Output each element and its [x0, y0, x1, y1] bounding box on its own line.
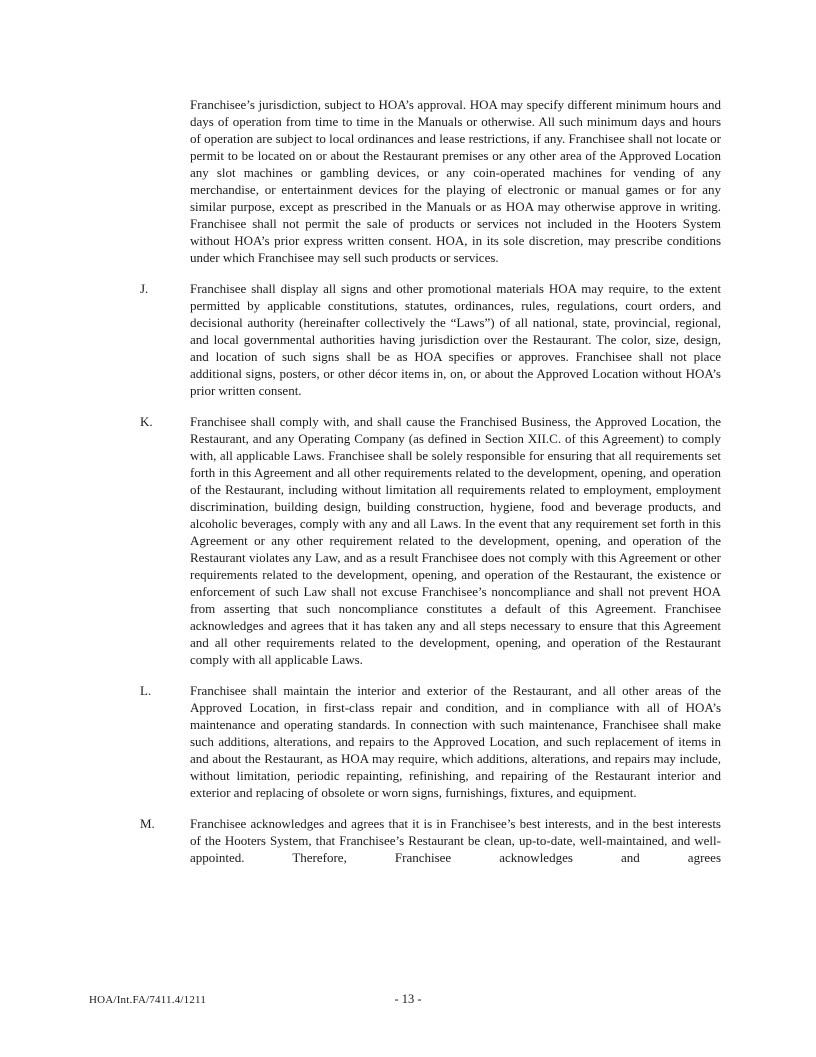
section-j-label: J.: [140, 281, 149, 296]
page-body: [140, 96, 721, 866]
section-m: [140, 815, 721, 866]
section-k-text: Franchisee shall comply with, and shall cause the Franchised Business, the Approved Location, the Restaurant, and any Operating Company (as defined in Section XII.C. of this Agreement) to comply with, all applicable Laws. Franchisee shall be solely responsible for ensuring that all requirements set forth in this Agreement and all other requirements related to the development, opening, and operation of the Restaurant, including without limitation all requirements related to employment, employment discrimination, building design, building construction, hygiene, food and beverage products, and alcoholic beverages, comply with any and all Laws. In the event that any requirement set forth in this Agreement or any other requirement related to the development, opening, and operation of the Restaurant violates any Law, and as a result Franchisee does not comply with this Agreement or other requirements related to the development, opening, and operation of the Restaurant, the existence or enforcement of such Law shall not excuse Franchisee’s noncompliance and shall not prevent HOA from asserting that such noncompliance constitutes a default of this Agreement. Franchisee acknowledges and agrees that it has taken any and all steps necessary to ensure that this Agreement and all other requirements related to the development, opening, and operation of the Restaurant comply with all applicable Laws.: [190, 414, 721, 667]
section-l-label: L.: [140, 683, 152, 698]
section-j: [140, 280, 721, 399]
footer-doc-code: HOA/Int.FA/7411.4/1211: [89, 994, 207, 1006]
section-l: [140, 682, 721, 801]
section-j-text: Franchisee shall display all signs and other promotional materials HOA may require, to the extent permitted by applicable constitutions, statutes, ordinances, rules, regulations, court orders, and decisional authority (hereinafter collectively the “Laws”) of all national, state, provincial, regional, and local governmental authorities having jurisdiction over the Restaurant. The color, size, design, and location of such signs shall be as HOA specifies or approves. Franchisee shall not place additional signs, posters, or other décor items in, on, or about the Approved Location without HOA’s prior written consent.: [190, 281, 721, 398]
section-k: [140, 413, 721, 668]
section-k-label: K.: [140, 414, 153, 429]
section-m-label: M.: [140, 816, 155, 831]
section-l-text: Franchisee shall maintain the interior and exterior of the Restaurant, and all other areas of the Approved Location, in first-class repair and condition, and in compliance with all of HOA’s maintenance and operating standards. In connection with such maintenance, Franchisee shall make such additions, alterations, and repairs to the Approved Location, and such replacement of items in and about the Restaurant, as HOA may require, which additions, alterations, and repairs may include, without limitation, periodic repainting, refinishing, and repairing of the Restaurant interior and exterior and replacing of obsolete or worn signs, furnishings, fixtures, and equipment.: [190, 683, 721, 800]
paragraph-continuation: Franchisee’s jurisdiction, subject to HOA’s approval. HOA may specify different minimum hours and days of operation from time to time in the Manuals or otherwise. All such minimum days and hours of operation are subject to local ordinances and lease restrictions, if any. Franchisee shall not locate or permit to be located on or about the Restaurant premises or any other area of the Approved Location any slot machines or gambling devices, or any coin-operated machines for vending of any merchandise, or entertainment devices for the playing of electronic or manual games or for any similar purpose, except as prescribed in the Manuals or as HOA may otherwise approve in writing. Franchisee shall not permit the sale of products or services not included in the Hooters System without HOA’s prior express written consent. HOA, in its sole discretion, may prescribe conditions under which Franchisee may sell such products or services.: [190, 97, 721, 265]
section-m-text: Franchisee acknowledges and agrees that it is in Franchisee’s best interests, and in the best interests of the Hooters System, that Franchisee’s Restaurant be clean, up-to-date, well-maintained, and well-appointed. Therefore, Franchisee acknowledges and agrees: [190, 816, 721, 865]
footer-page-number: - 13 -: [394, 992, 422, 1006]
